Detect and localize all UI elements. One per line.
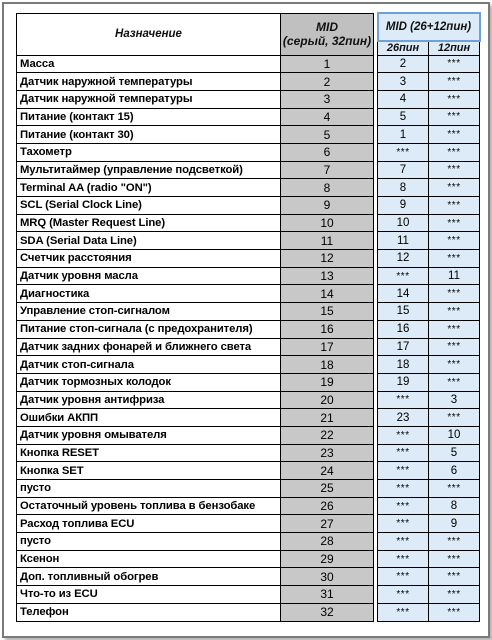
row-mid-pin: 10 (281, 214, 374, 232)
table-row (17, 73, 480, 91)
row-pin-12: *** (429, 568, 480, 586)
table-row (17, 373, 480, 391)
row-pin-26: 23 (378, 409, 429, 427)
table-row (17, 497, 480, 515)
row-pin-26: 14 (378, 285, 429, 303)
row-mid-pin: 4 (281, 108, 374, 126)
row-mid-pin: 22 (281, 426, 374, 444)
row-name: Датчик уровня омывателя (17, 426, 281, 444)
table-row (17, 108, 480, 126)
row-pin-26: *** (378, 267, 429, 285)
row-pin-12: *** (429, 55, 480, 73)
table-row (17, 515, 480, 533)
row-name: Питание (контакт 15) (17, 108, 281, 126)
table-row (17, 214, 480, 232)
row-pin-26: *** (378, 497, 429, 515)
row-mid-pin: 21 (281, 409, 374, 427)
row-name: Доп. топливный обогрев (17, 568, 281, 586)
header-mid-line2: (серый, 32пин) (282, 34, 372, 48)
row-name: Датчик стоп-сигнала (17, 356, 281, 374)
row-pin-12: *** (429, 197, 480, 215)
row-mid-pin: 16 (281, 320, 374, 338)
row-name: Кнопка RESET (17, 444, 281, 462)
table-row (17, 462, 480, 480)
row-pin-26: 9 (378, 197, 429, 215)
row-pin-26: 5 (378, 108, 429, 126)
row-pin-26: 17 (378, 338, 429, 356)
row-pin-12: *** (429, 214, 480, 232)
row-mid-pin: 18 (281, 356, 374, 374)
table-row (17, 161, 480, 179)
table-row (17, 391, 480, 409)
row-pin-12: *** (429, 550, 480, 568)
row-name: SCL (Serial Clock Line) (17, 197, 281, 215)
table-row (17, 356, 480, 374)
row-mid-pin: 27 (281, 515, 374, 533)
row-pin-26: 18 (378, 356, 429, 374)
table-row (17, 90, 480, 108)
row-pin-12: *** (429, 320, 480, 338)
table-row (17, 533, 480, 551)
row-name: Датчик тормозных колодок (17, 373, 281, 391)
row-pin-12: *** (429, 303, 480, 321)
row-name: Terminal AA (radio "ON") (17, 179, 281, 197)
table-body (17, 55, 480, 621)
row-pin-12: *** (429, 356, 480, 374)
table-row (17, 197, 480, 215)
row-name: Ошибки АКПП (17, 409, 281, 427)
row-pin-26: 2 (378, 55, 429, 73)
row-pin-12: *** (429, 250, 480, 268)
table-row (17, 426, 480, 444)
row-pin-26: 10 (378, 214, 429, 232)
table-row (17, 550, 480, 568)
row-name: пусто (17, 480, 281, 498)
header-sub-12: 12пин (429, 41, 480, 55)
row-mid-pin: 14 (281, 285, 374, 303)
row-name: Расход топлива ECU (17, 515, 281, 533)
row-pin-12: *** (429, 232, 480, 250)
row-name: Телефон (17, 603, 281, 621)
row-pin-12: 11 (429, 267, 480, 285)
row-name: Датчик наружной температуры (17, 90, 281, 108)
row-name: Питание стоп-сигнала (с предохранителя) (17, 320, 281, 338)
row-name: Счетчик расстояния (17, 250, 281, 268)
row-pin-26: 4 (378, 90, 429, 108)
row-pin-26: *** (378, 426, 429, 444)
row-pin-26: 15 (378, 303, 429, 321)
row-pin-26: 8 (378, 179, 429, 197)
row-pin-26: *** (378, 603, 429, 621)
header-name: Назначение (17, 13, 281, 55)
row-name: Масса (17, 55, 281, 73)
row-pin-12: *** (429, 586, 480, 604)
row-name: Тахометр (17, 143, 281, 161)
row-mid-pin: 15 (281, 303, 374, 321)
table-row (17, 338, 480, 356)
table-row (17, 603, 480, 621)
table-row (17, 126, 480, 144)
row-mid-pin: 28 (281, 533, 374, 551)
table-row (17, 480, 480, 498)
row-name: Что-то из ECU (17, 586, 281, 604)
table-row (17, 444, 480, 462)
row-mid-pin: 12 (281, 250, 374, 268)
row-mid-pin: 20 (281, 391, 374, 409)
row-name: Датчик наружной температуры (17, 73, 281, 91)
row-mid-pin: 29 (281, 550, 374, 568)
row-pin-26: *** (378, 143, 429, 161)
row-mid-pin: 13 (281, 267, 374, 285)
table-row (17, 320, 480, 338)
table-row (17, 303, 480, 321)
row-name: Кнопка SET (17, 462, 281, 480)
row-pin-12: *** (429, 143, 480, 161)
table-row (17, 586, 480, 604)
row-name: Питание (контакт 30) (17, 126, 281, 144)
row-name: Датчик задних фонарей и ближнего света (17, 338, 281, 356)
row-pin-26: *** (378, 444, 429, 462)
row-pin-12: *** (429, 73, 480, 91)
row-pin-12: *** (429, 409, 480, 427)
row-name: Диагностика (17, 285, 281, 303)
table-row (17, 285, 480, 303)
row-pin-26: *** (378, 391, 429, 409)
row-pin-26: 16 (378, 320, 429, 338)
row-pin-26: 11 (378, 232, 429, 250)
row-pin-12: *** (429, 161, 480, 179)
row-pin-12: 9 (429, 515, 480, 533)
table-row (17, 179, 480, 197)
row-pin-12: *** (429, 480, 480, 498)
row-pin-12: *** (429, 108, 480, 126)
row-name: SDA (Serial Data Line) (17, 232, 281, 250)
row-pin-12: *** (429, 179, 480, 197)
row-pin-12: *** (429, 603, 480, 621)
row-pin-12: *** (429, 533, 480, 551)
row-pin-12: *** (429, 90, 480, 108)
header-mid-line1: MID (316, 20, 338, 34)
header-new: MID (26+12пин) (378, 13, 480, 41)
row-mid-pin: 11 (281, 232, 374, 250)
row-pin-26: *** (378, 568, 429, 586)
row-pin-26: 7 (378, 161, 429, 179)
row-name: Датчик уровня антифриза (17, 391, 281, 409)
row-mid-pin: 5 (281, 126, 374, 144)
row-pin-26: *** (378, 515, 429, 533)
table-row (17, 267, 480, 285)
pinout-table (16, 12, 481, 622)
row-mid-pin: 23 (281, 444, 374, 462)
row-pin-12: 8 (429, 497, 480, 515)
row-pin-12: *** (429, 126, 480, 144)
row-pin-26: *** (378, 586, 429, 604)
row-pin-26: *** (378, 533, 429, 551)
row-name: Ксенон (17, 550, 281, 568)
table-row (17, 250, 480, 268)
row-name: Остаточный уровень топлива в бензобаке (17, 497, 281, 515)
header-sub-26: 26пин (378, 41, 429, 55)
row-mid-pin: 2 (281, 73, 374, 91)
row-name: Управление стоп-сигналом (17, 303, 281, 321)
table-row (17, 143, 480, 161)
table-row (17, 568, 480, 586)
row-pin-12: 5 (429, 444, 480, 462)
row-mid-pin: 25 (281, 480, 374, 498)
row-pin-12: *** (429, 285, 480, 303)
row-pin-12: 3 (429, 391, 480, 409)
row-name: Датчик уровня масла (17, 267, 281, 285)
row-mid-pin: 8 (281, 179, 374, 197)
row-pin-26: *** (378, 462, 429, 480)
row-name: пусто (17, 533, 281, 551)
row-mid-pin: 6 (281, 143, 374, 161)
row-mid-pin: 9 (281, 197, 374, 215)
row-mid-pin: 3 (281, 90, 374, 108)
row-name: Мультитаймер (управление подсветкой) (17, 161, 281, 179)
row-pin-26: *** (378, 550, 429, 568)
row-mid-pin: 1 (281, 55, 374, 73)
row-mid-pin: 31 (281, 586, 374, 604)
row-mid-pin: 24 (281, 462, 374, 480)
row-pin-12: *** (429, 373, 480, 391)
row-pin-12: *** (429, 338, 480, 356)
row-pin-26: 1 (378, 126, 429, 144)
row-pin-26: 12 (378, 250, 429, 268)
row-pin-26: 3 (378, 73, 429, 91)
table-row (17, 409, 480, 427)
row-pin-26: 19 (378, 373, 429, 391)
header-mid (281, 13, 374, 55)
row-mid-pin: 7 (281, 161, 374, 179)
table-row (17, 55, 480, 73)
row-mid-pin: 17 (281, 338, 374, 356)
row-mid-pin: 32 (281, 603, 374, 621)
row-mid-pin: 30 (281, 568, 374, 586)
row-mid-pin: 26 (281, 497, 374, 515)
table-row (17, 232, 480, 250)
row-name: MRQ (Master Request Line) (17, 214, 281, 232)
row-pin-26: *** (378, 480, 429, 498)
row-mid-pin: 19 (281, 373, 374, 391)
row-pin-12: 10 (429, 426, 480, 444)
row-pin-12: 6 (429, 462, 480, 480)
